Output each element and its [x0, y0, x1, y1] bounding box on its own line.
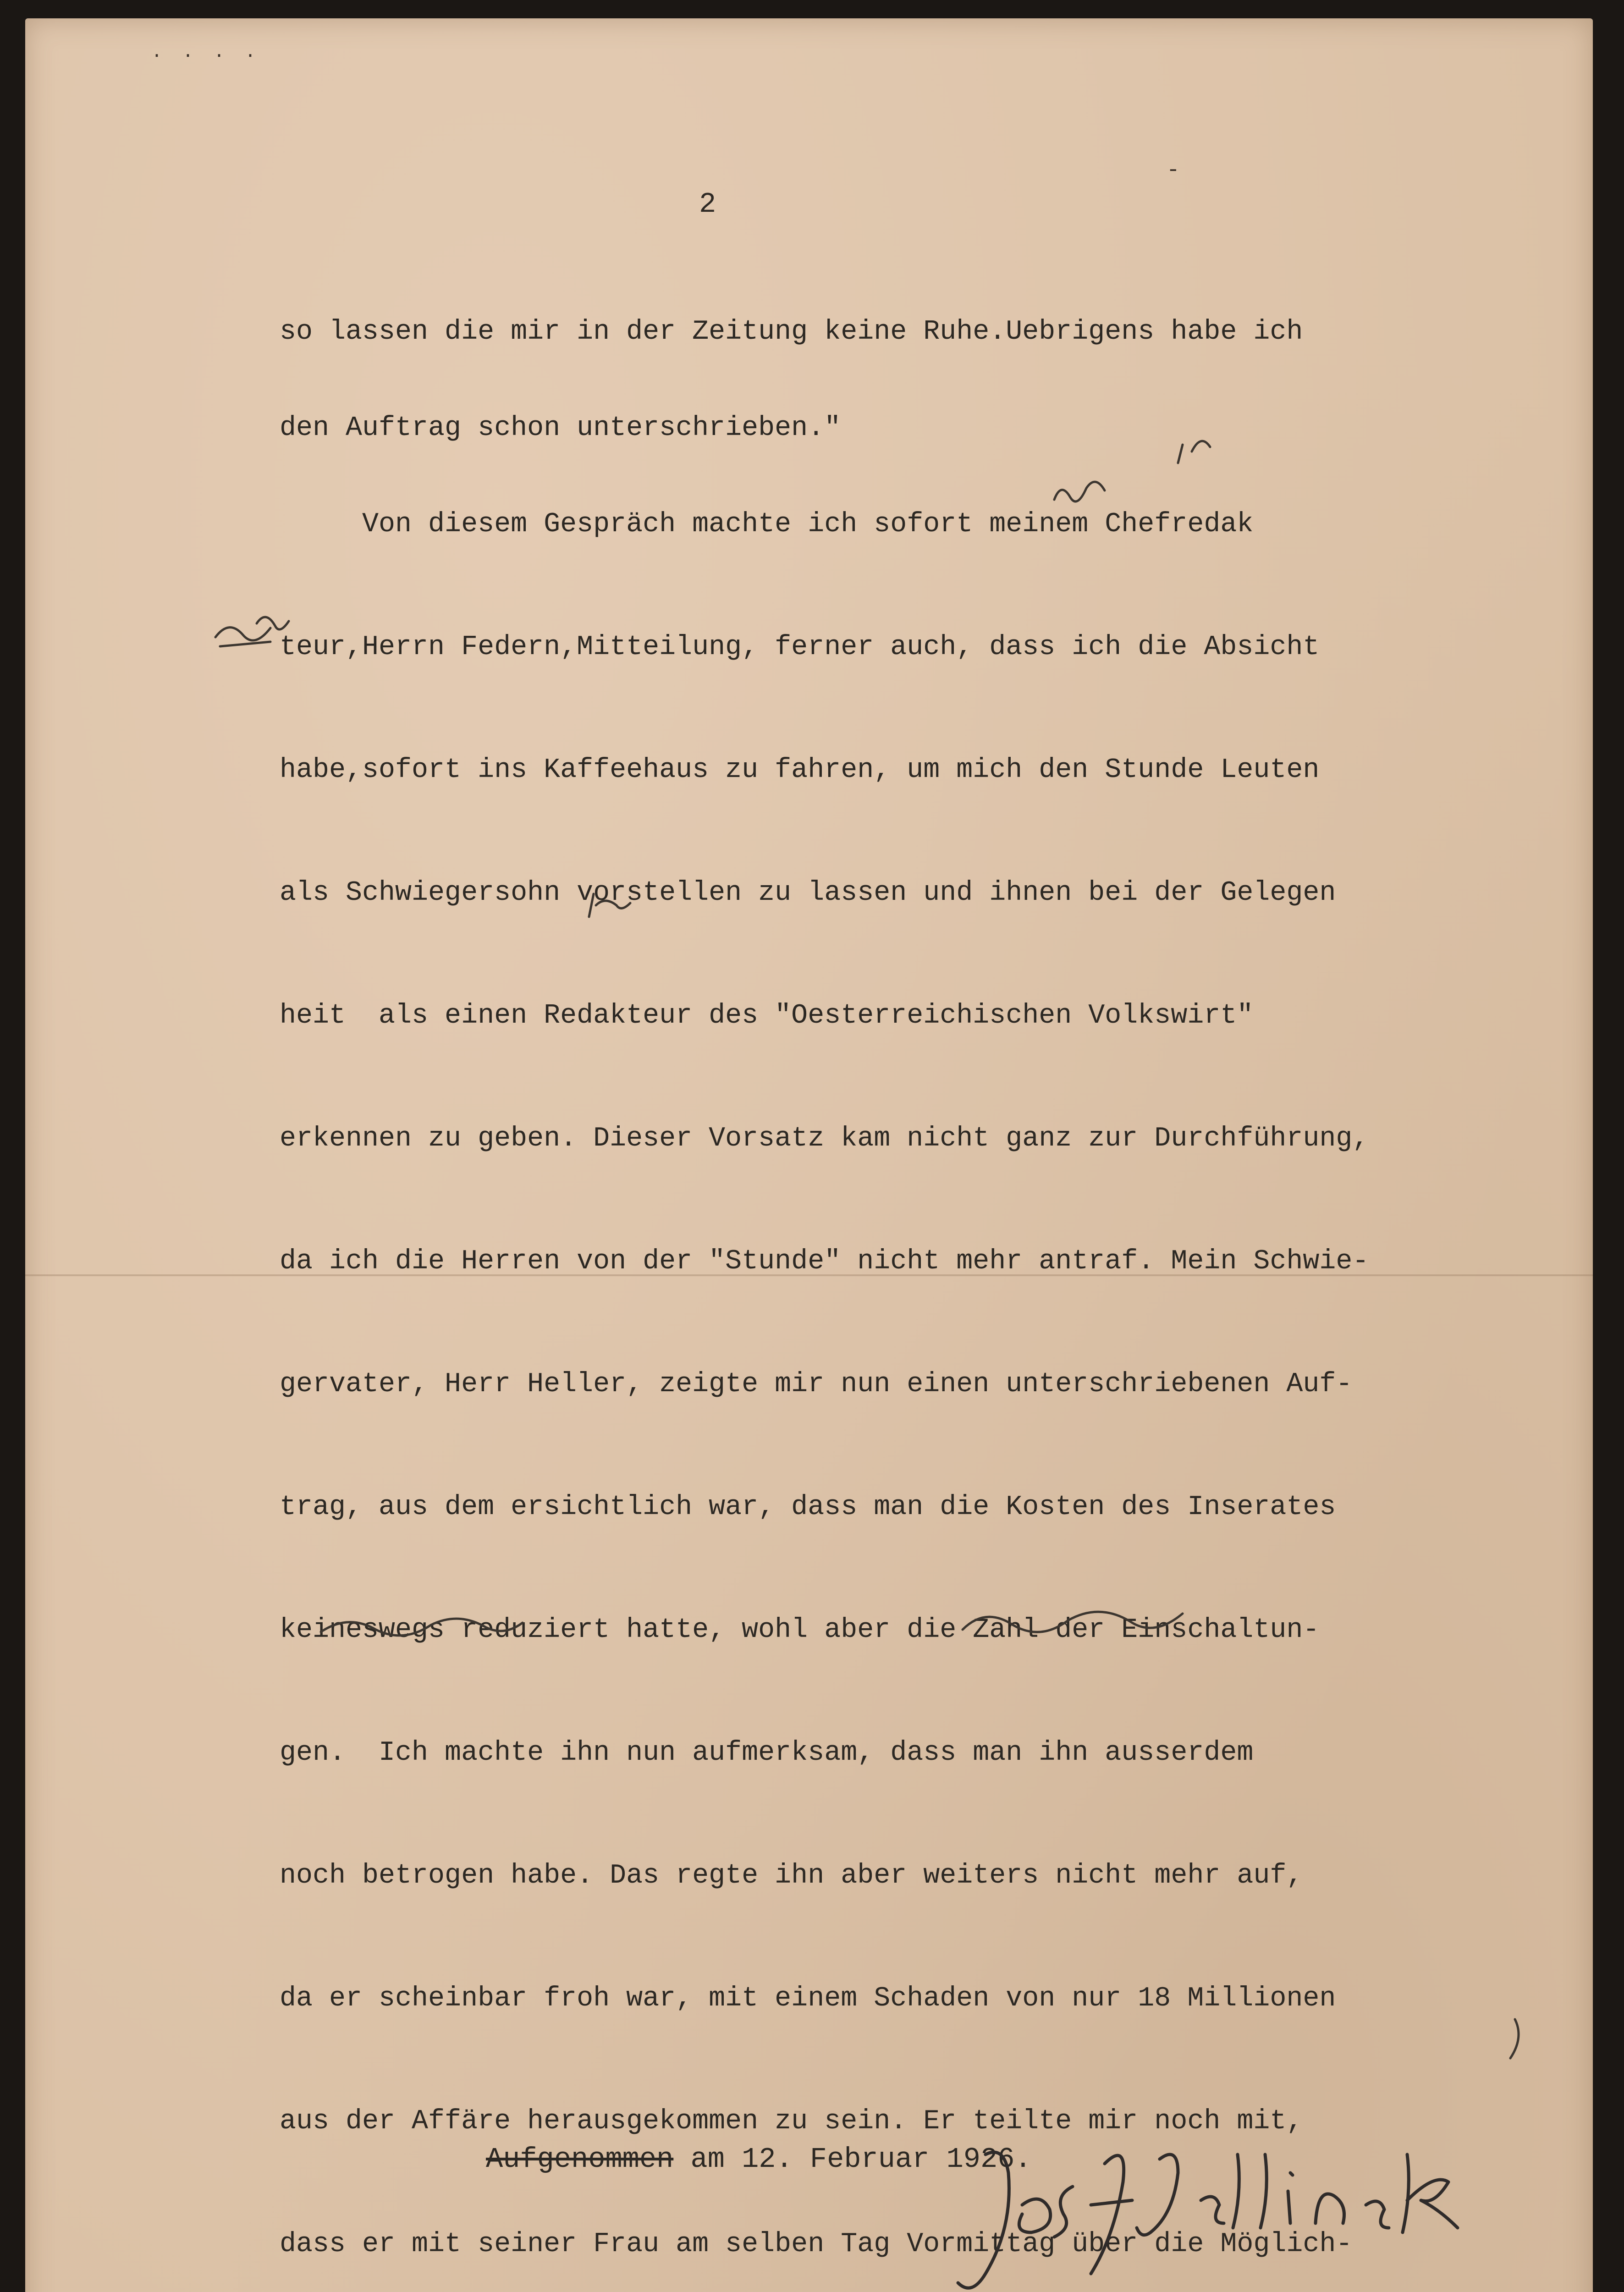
text-line: den Auftrag schon unterschrieben." [280, 413, 841, 444]
text-line: trag, aus dem ersichtlich war, dass man die Kosten des Inserates [280, 1492, 1336, 1523]
signature [953, 2136, 1531, 2292]
struck-word: Aufgenommen [486, 2143, 674, 2176]
text-line: keineswegs reduziert hatte, wohl aber die Zahl der Einschaltun- [280, 1614, 1320, 1646]
stray-mark: - [1167, 158, 1180, 183]
text-line: als Schwiegersohn vorstellen zu lassen und ihnen bei der Gelegen [280, 877, 1336, 909]
text-line: aus der Affäre herausgekommen zu sein. Er teilte mir noch mit, [280, 2106, 1303, 2137]
text-line: gervater, Herr Heller, zeigte mir nun einen unterschriebenen Auf- [280, 1369, 1353, 1400]
closing-date [486, 2143, 1032, 2176]
text-line: Von diesem Gespräch machte ich sofort meinem Chefredak [280, 509, 1254, 540]
text-line: da ich die Herren von der "Stunde" nicht mehr antraf. Mein Schwie- [280, 1246, 1369, 1277]
punch-marks: · · · · [151, 46, 261, 66]
text-line: dass er mit seiner Frau am selben Tag Vormittag über die Möglich- [280, 2229, 1353, 2260]
struck-out-signature [348, 2283, 1503, 2292]
text-line: heit als einen Redakteur des "Oesterreichischen Volkswirt" [280, 1000, 1254, 1031]
text-line: noch betrogen habe. Das regte ihn aber weiters nicht mehr auf, [280, 1860, 1303, 1891]
text-line: teur,Herrn Federn,Mitteilung, ferner auch, dass ich die Absicht [280, 632, 1320, 663]
text-line: da er scheinbar froh war, mit einem Schaden von nur 18 Millionen [280, 1983, 1336, 2014]
text-line: so lassen die mir in der Zeitung keine Ruhe.Uebrigens habe ich [280, 316, 1303, 347]
text-line: gen. Ich machte ihn nun aufmerksam, dass man ihn ausserdem [280, 1737, 1254, 1769]
date-text: am 12. Februar 1926. [673, 2143, 1032, 2176]
text-line: habe,sofort ins Kaffeehaus zu fahren, um mich den Stunde Leuten [280, 755, 1320, 786]
text-line: erkennen zu geben. Dieser Vorsatz kam nicht ganz zur Durchführung, [280, 1123, 1369, 1154]
typed-body [280, 251, 1526, 2292]
page-number: 2 [699, 188, 716, 220]
